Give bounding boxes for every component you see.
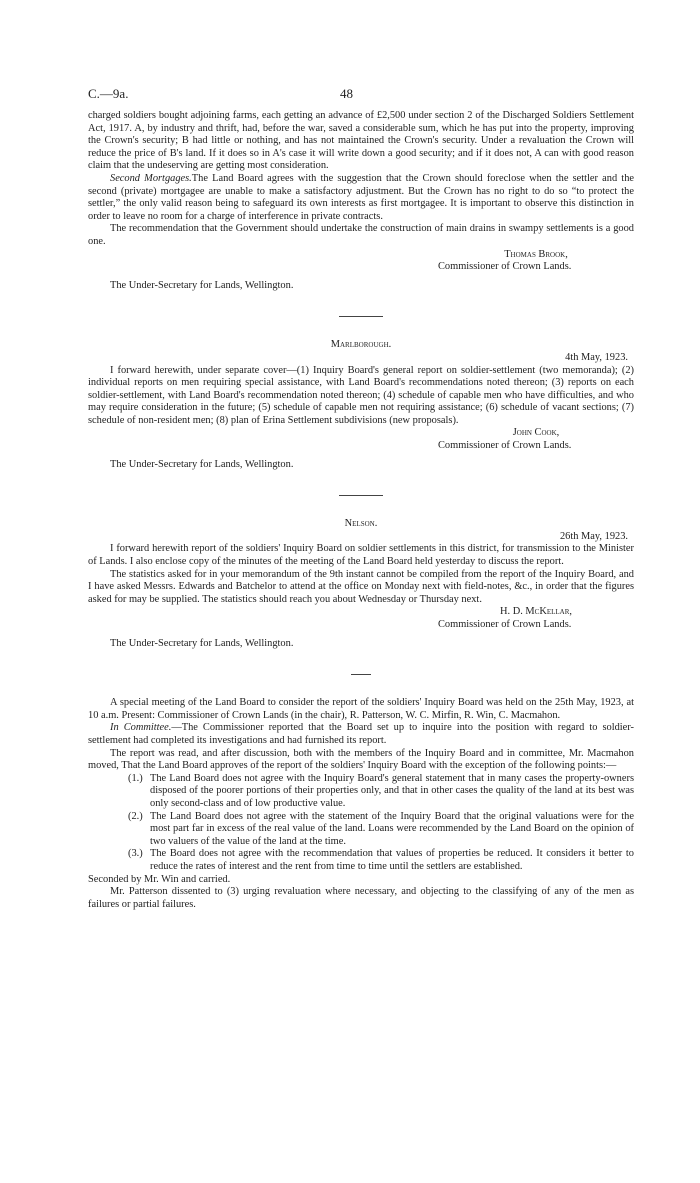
paragraph: I forward herewith report of the soldiers' Inquiry Board on soldier settlements in this district, for transmission to the Minister of Lands. I also enclose copy of the minutes of the meeting of the Land Board held yesterday to discuss the report. (88, 543, 634, 568)
section-heading: Nelson. (344, 518, 378, 530)
addressee: The Under-Secretary for Lands, Wellington. (110, 637, 294, 649)
addressee: The Under-Secretary for Lands, Wellington. (110, 279, 294, 291)
document-page (88, 86, 634, 911)
paragraph: A special meeting of the Land Board to consider the report of the soldiers' Inquiry Board was held on the 25th May, 1923, at 10 a.m. Present: Commissioner of Crown Lands (in the chair), R. Patterson, W. C. Mirfin, R. Win, C. Macmahon. (88, 697, 634, 721)
section-heading: Marlborough. (330, 339, 392, 351)
paragraph: The statistics asked for in your memorandum of the 9th instant cannot be compiled from the report of the Inquiry Board, and I have asked Messrs. Edwards and Batchelor to attend at the office on Monday next with field-notes, &c., in order that the figures asked for may be supplied. The statistics should reach you about Wednesday or Thursday next. (88, 568, 634, 605)
list-text: The Land Board does not agree with the Inquiry Board's general statement that in many cases the property-owners disposed of the poorer portions of their properties only, and that in other cases the quality of the land at its best was only second-class and of low productive value. (150, 772, 634, 809)
page-header (88, 86, 634, 106)
paragraph: charged soldiers bought adjoining farms, each getting an advance of £2,500 under section 2 of the Discharged Soldiers Settlement Act, 1917. A, by industry and thrift, had, before the war, saved a considerable sum, which he has put into the property, improving the Crown's security; B had little or nothing, and has not maintained the Crown's security. Under a revaluation the Crown will reduce the price of B's land. If it does so in A's case it will write down a good security; and if it does not, A can with good reason claim that the undeserving are getting most consideration. (88, 110, 634, 172)
section-divider (351, 674, 371, 675)
paragraph-in-committee (88, 722, 634, 747)
letter-date: 4th May, 1923. (565, 351, 628, 363)
list-item (128, 773, 634, 811)
list-marker: (2.) (128, 810, 143, 822)
list-marker: (3.) (128, 848, 143, 860)
second-mortgages-label: Second Mortgages. (110, 172, 192, 184)
paragraph: Seconded by Mr. Win and carried. (88, 873, 231, 885)
paragraph: Mr. Patterson dissented to (3) urging revaluation where necessary, and objecting to the classifying of any of the men as failures or partial failures. (88, 886, 634, 910)
document-code: C.—9a. (88, 86, 129, 101)
section-divider (339, 495, 383, 496)
signature-name: John Cook, (512, 427, 560, 439)
letter-date: 26th May, 1923. (559, 530, 628, 542)
signature-name: Thomas Brook, (504, 248, 568, 260)
signature-title: Commissioner of Crown Lands. (438, 619, 572, 630)
paragraph: The recommendation that the Government should undertake the construction of main drains in swampy settlements is a good one. (88, 223, 634, 247)
signature-title: Commissioner of Crown Lands. (438, 440, 572, 452)
list-item (128, 811, 634, 849)
signature-block (438, 427, 634, 452)
list-text: The Board does not agree with the recommendation that values of properties be reduced. It considers it better to reduce the rates of interest and the rent from time to time until the settlers are established. (150, 848, 634, 872)
list-text: The Land Board does not agree with the statement of the Inquiry Board that the original valuations were for the most part far in excess of the real value of the land. Loans were recommended by the Land Board on the opinion of two valuers of the value of the land at the time. (150, 810, 634, 847)
signature-block (438, 249, 634, 274)
paragraph: I forward herewith, under separate cover—(1) Inquiry Board's general report on soldier-settlement (two memoranda); (2) individual reports on men requiring special assistance, with Land Board's recommendations noted thereon; (3) reports on each soldier-settlement, with Land Board's recommendation noted thereon; (4) schedule of capable men who have difficulties, and who may require consideration in the future; (5) schedule of capable men not requiring assistance; (6) schedule of vacant sections; (7) schedule of non-resident men; (8) plan of Erina Settlement subdivisions (new proposals). (88, 364, 634, 426)
list-marker: (1.) (128, 772, 143, 784)
signature-block (438, 606, 634, 631)
paragraph-second-mortgages (88, 173, 634, 223)
page-number: 48 (340, 86, 353, 101)
signature-name: H. D. McKellar, (500, 606, 572, 618)
section-divider (339, 316, 383, 317)
addressee: The Under-Secretary for Lands, Wellington. (110, 458, 294, 470)
paragraph-text: —The Commissioner reported that the Board set up to inquire into the position with regard to soldier-settlement had completed its investigations and had furnished its report. (88, 722, 634, 746)
paragraph-text: The Land Board agrees with the suggestion that the Crown should foreclose when the settler and the second (private) mortgagee are unable to make a satisfactory adjustment. But the Crown has no right to do so “to protect the settler,” the only valid reason being to safeguard its own interests as first mortgagee. It is important to observe this distinction in order to leave no room for a charge of interference in private contracts. (88, 172, 634, 222)
signature-title: Commissioner of Crown Lands. (438, 261, 572, 273)
exception-points (128, 773, 634, 874)
in-committee-label: In Committee. (110, 722, 172, 734)
list-item (128, 848, 634, 873)
paragraph: The report was read, and after discussion, both with the members of the Inquiry Board and in committee, Mr. Macmahon moved, That the Land Board approves of the report of the soldiers' Inquiry Board with the exception of the following points:— (88, 747, 634, 772)
